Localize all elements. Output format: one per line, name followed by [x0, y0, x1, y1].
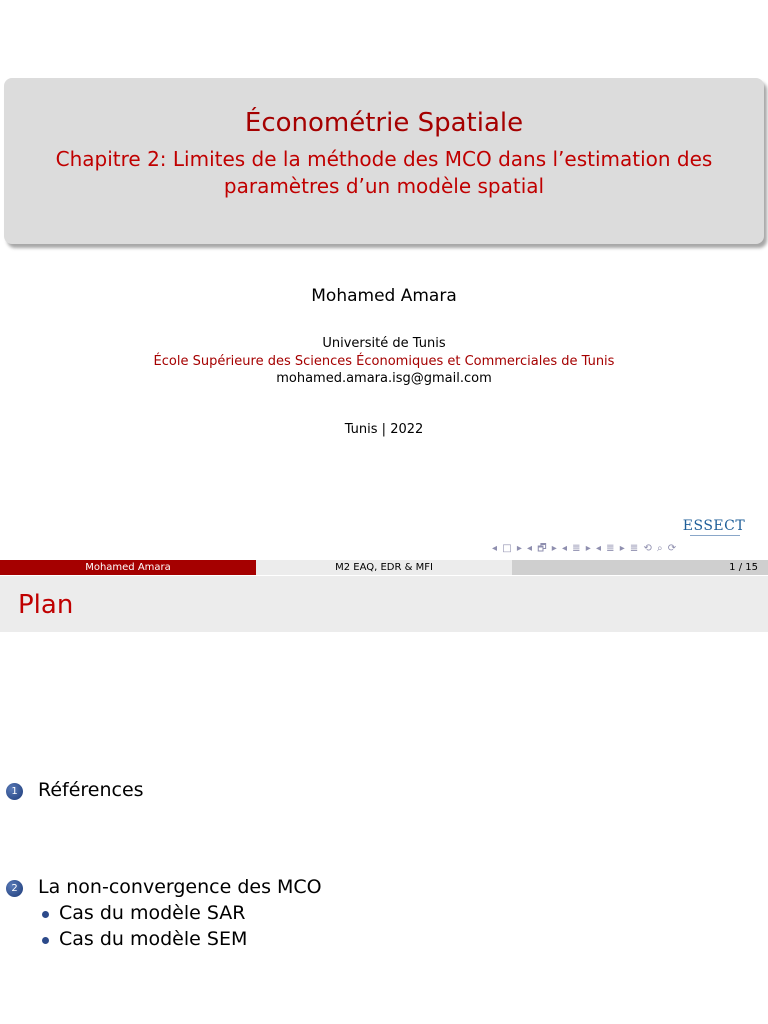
section-number-badge: 1	[6, 783, 23, 800]
frame-title-bar	[0, 576, 768, 632]
author-name: Mohamed Amara	[311, 286, 457, 306]
footer-page-number	[512, 560, 768, 575]
frame-title: Plan	[18, 590, 74, 620]
essect-logo: ESSECT	[682, 518, 746, 534]
toc-item-non-convergence[interactable]: La non-convergence des MCO	[38, 876, 322, 898]
footer-author: Mohamed Amara	[0, 560, 256, 575]
institution-university: Université de Tunis	[322, 336, 446, 351]
subsection-bullet	[42, 911, 49, 918]
presentation-title: Économétrie Spatiale	[244, 108, 524, 138]
institution-school: École Supérieure des Sciences Économiques et Commerciales de Tunis	[153, 354, 615, 369]
subsection-bullet	[42, 937, 49, 944]
presentation-date: Tunis | 2022	[344, 422, 424, 437]
logo-underline	[690, 535, 740, 536]
section-number-badge: 2	[6, 880, 23, 897]
toc-item-references[interactable]: Références	[38, 779, 144, 801]
toc-subitem-sem[interactable]: Cas du modèle SEM	[59, 928, 248, 950]
slide-footer	[0, 560, 768, 575]
toc-subitem-sar[interactable]: Cas du modèle SAR	[59, 902, 246, 924]
author-email: mohamed.amara.isg@gmail.com	[276, 371, 492, 386]
presentation-subtitle: Chapitre 2: Limites de la méthode des MCO dans l’estimation des paramètres d’un modèle spatial	[55, 147, 713, 198]
footer-program: M2 EAQ, EDR & MFI	[256, 560, 512, 575]
page-counter: 1 / 15	[729, 562, 758, 573]
beamer-navigation-bar[interactable]: ◂ □ ▸ ◂ 🗗 ▸ ◂ ≣ ▸ ◂ ≣ ▸ ≣ ⟲ ⌕ ⟳	[492, 543, 678, 554]
